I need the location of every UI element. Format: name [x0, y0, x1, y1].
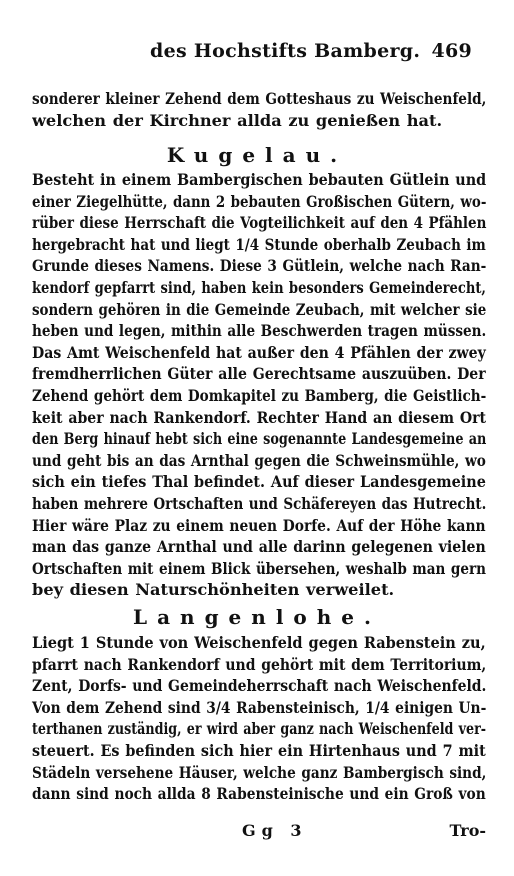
section-body-langenlohe: [32, 632, 486, 805]
running-title: des Hochstifts Bamberg.: [150, 40, 421, 62]
text-line: steuert. Es befinden sich hier ein Hirtenhaus und 7 mit: [32, 740, 486, 760]
page-header: [150, 40, 472, 62]
text-line: und geht bis an das Arnthal gegen die Schweinsmühle, wo: [32, 450, 486, 470]
text-line: Städeln versehene Häuser, welche ganz Bambergisch sind,: [32, 762, 487, 782]
catchword: Tro-: [449, 821, 486, 840]
text-line: Hier wäre Plaz zu einem neuen Dorfe. Auf der Höhe kann: [32, 515, 486, 535]
section-body-kugelau: [32, 169, 486, 601]
text-line: Grunde dieses Namens. Diese 3 Gütlein, welche nach Ran-: [32, 256, 487, 276]
text-line: bey diesen Naturschönheiten verweilet.: [32, 580, 395, 600]
text-line: den Berg hinauf hebt sich eine sogenannte Landesgemeine an: [32, 429, 487, 449]
text-line: kendorf gepfarrt sind, haben kein besonders Gemeinderecht,: [32, 277, 486, 297]
text-line: dann sind noch allda 8 Rabensteinische und ein Groß von: [32, 784, 486, 804]
text-line: rüber diese Herrschaft die Vogteilichkeit auf den 4 Pfählen: [32, 213, 487, 233]
text-line: Besteht in einem Bambergischen bebauten Gütlein und: [32, 170, 487, 189]
text-line: Zehend gehört dem Domkapitel zu Bamberg, die Geistlich-: [32, 385, 487, 405]
signature-mark: Gg 3: [242, 821, 308, 840]
text-line: heben und legen, mithin alle Beschwerden tragen müssen.: [32, 321, 487, 341]
text-line: sondern gehören in die Gemeinde Zeubach, mit welcher sie: [32, 299, 487, 319]
text-line: welchen der Kirchner allda zu genießen hat.: [32, 110, 443, 130]
text-line: sich ein tiefes Thal befindet. Auf dieser Landesgemeine: [32, 472, 486, 492]
text-line: fremdherrlichen Güter alle Gerechtsame auszuüben. Der: [32, 364, 486, 384]
text-line: terthanen zuständig, er wird aber ganz nach Weischenfeld ver-: [32, 719, 487, 739]
section-heading-kugelau: Kugelau.: [166, 143, 348, 167]
text-line: einer Ziegelhütte, dann 2 bebauten Großischen Gütern, wo-: [32, 191, 487, 211]
text-line: pfarrt nach Rankendorf und gehört mit dem Territorium,: [32, 654, 487, 674]
text-line: Liegt 1 Stunde von Weischenfeld gegen Rabenstein zu,: [32, 633, 486, 652]
text-line: Das Amt Weischenfeld hat außer den 4 Pfählen der zwey: [32, 342, 486, 362]
text-line: haben mehrere Ortschaften und Schäfereyen das Hutrecht.: [32, 493, 487, 513]
text-line: man das ganze Arnthal und alle darinn gelegenen vielen: [32, 537, 486, 557]
text-line: Ortschaften mit einem Blick übersehen, weshalb man gern: [32, 558, 486, 578]
text-line: keit aber nach Rankendorf. Rechter Hand an diesem Ort: [32, 407, 487, 427]
text-line: Zent, Dorfs- und Gemeindeherrschaft nach Weischenfeld.: [32, 676, 487, 696]
section-heading-langenlohe: Langenlohe.: [133, 605, 381, 629]
intro-paragraph: [32, 88, 486, 131]
page-number: 469: [431, 40, 472, 62]
text-line: sonderer kleiner Zehend dem Gotteshaus zu Weischenfeld,: [32, 89, 487, 108]
text-line: hergebracht hat und liegt 1/4 Stunde oberhalb Zeubach im: [32, 234, 486, 254]
text-line: Von dem Zehend sind 3/4 Rabensteinisch, 1/4 einigen Un-: [32, 697, 487, 717]
